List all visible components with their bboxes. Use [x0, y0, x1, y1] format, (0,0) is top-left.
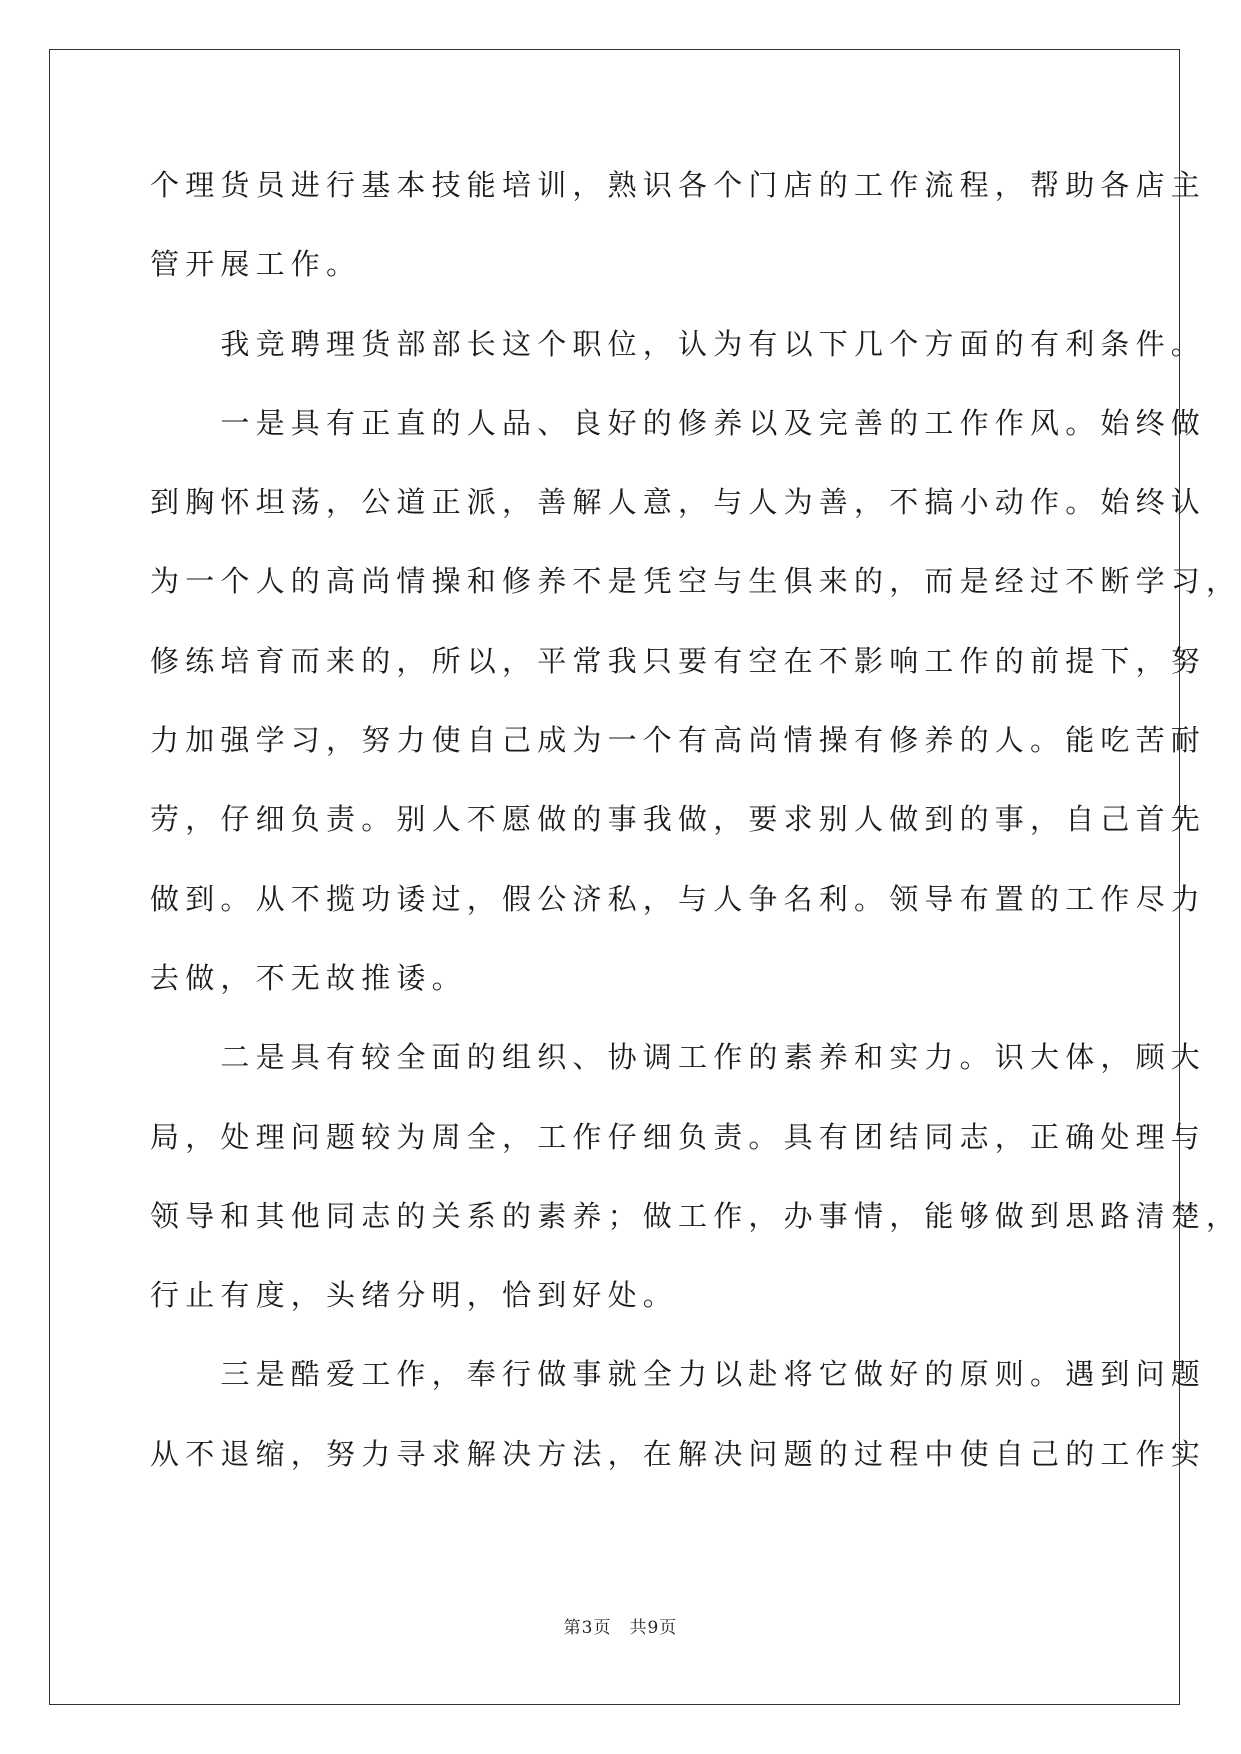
text-line: 到胸怀坦荡，公道正派，善解人意，与人为善，不搞小动作。始终认: [150, 485, 1207, 520]
text-line: 力加强学习，努力使自己成为一个有高尚情操有修养的人。能吃苦耐: [150, 723, 1207, 758]
text-line: 一是具有正直的人品、良好的修养以及完善的工作作风。始终做: [150, 405, 1207, 440]
text-line: 领导和其他同志的关系的素养；做工作，办事情，能够做到思路清楚，: [150, 1198, 1241, 1233]
text-line: 我竞聘理货部部长这个职位，认为有以下几个方面的有利条件。: [150, 326, 1207, 361]
text-line: 局，处理问题较为周全，工作仔细负责。具有团结同志，正确处理与: [150, 1119, 1207, 1154]
text-line: 从不退缩，努力寻求解决方法，在解决问题的过程中使自己的工作实: [150, 1436, 1207, 1471]
text-line: 个理货员进行基本技能培训，熟识各个门店的工作流程，帮助各店主: [150, 168, 1207, 202]
text-line: 行止有度，头绪分明，恰到好处。: [150, 1278, 679, 1313]
page-number: 第3页 共9页: [563, 1618, 678, 1638]
text-line: 管开展工作。: [150, 247, 362, 282]
text-line: 三是酷爱工作，奉行做事就全力以赴将它做好的原则。遇到问题: [150, 1357, 1207, 1392]
body-text: [150, 160, 1241, 1508]
text-line: 二是具有较全面的组织、协调工作的素养和实力。识大体，顾大: [150, 1040, 1207, 1075]
text-line: 修练培育而来的，所以，平常我只要有空在不影响工作的前提下，努: [150, 643, 1207, 678]
text-line: 劳，仔细负责。别人不愿做的事我做，要求别人做到的事，自己首先: [150, 802, 1207, 837]
text-line: 去做，不无故推诿。: [150, 960, 467, 995]
text-line: 为一个人的高尚情操和修养不是凭空与生俱来的，而是经过不断学习，: [150, 564, 1241, 599]
text-line: 做到。从不揽功诿过，假公济私，与人争名利。领导布置的工作尽力: [150, 881, 1207, 916]
